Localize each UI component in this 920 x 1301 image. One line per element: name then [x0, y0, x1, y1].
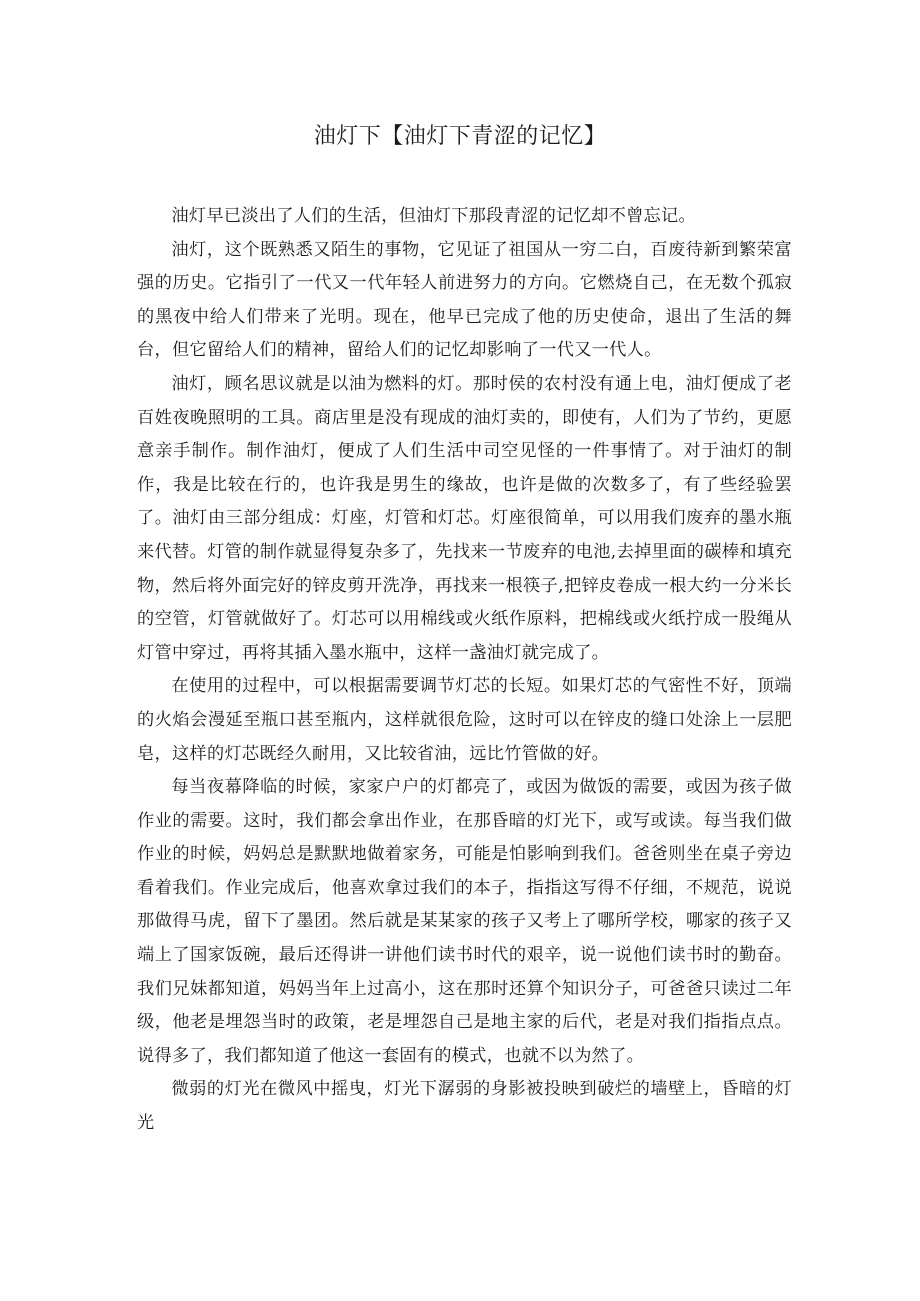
paragraph-1: 油灯早已淡出了人们的生活，但油灯下那段青涩的记忆却不曾忘记。: [171, 206, 697, 226]
page-title: 油灯下【油灯下青涩的记忆】: [313, 124, 607, 149]
paragraph-3: 油灯，顾名思议就是以油为燃料的灯。那时侯的农村没有通上电，油灯便成了老百姓夜晚照明的工具。商店里是没有现成的油灯卖的，即使有，人们为了节约，更愿意亲手制作。制作油灯，便成了人们生活中司空见怪的一件事情了。对于油灯的制作，我是比较在行的，也许我是男生的缘故，也许是做的次数多了，有了些经验罢了。油灯由三部分组成：灯座，灯管和灯芯。灯座很简单，可以用我们废弃的墨水瓶来代替。灯管的制作就显得复杂多了，先找来一节废弃的电池,去掉里面的碳棒和填充物，然后将外面完好的锌皮剪开洗净，再找来一根筷子,把锌皮卷成一根大约一分米长的空管，灯管就做好了。灯芯可以用棉线或火纸作原料，把棉线或火纸拧成一股绳从灯管中穿过，再将其插入墨水瓶中，这样一盏油灯就完成了。: [137, 373, 792, 663]
paragraph-5: 每当夜幕降临的时候，家家户户的灯都亮了，或因为做饭的需要，或因为孩子做作业的需要。这时，我们都会拿出作业，在那昏暗的灯光下，或写或读。每当我们做作业的时候，妈妈总是默默地做着家务，可能是怕影响到我们。爸爸则坐在桌子旁边看着我们。作业完成后，他喜欢拿过我们的本子，指指这写得不仔细，不规范，说说那做得马虎，留下了墨团。然后就是某某家的孩子又考上了哪所学校，哪家的孩子又端上了国家饭碗，最后还得讲一讲他们读书时代的艰辛，说一说他们读书时的勤奋。我们兄妹都知道，妈妈当年上过高小，这在那时还算个知识分子，可爸爸只读过二年级，他老是埋怨当时的政策，老是埋怨自己是地主家的后代，老是对我们指指点点。说得多了，我们都知道了他这一套固有的模式，也就不以为然了。: [137, 777, 792, 1066]
paragraph-4: 在使用的过程中，可以根据需要调节灯芯的长短。如果灯芯的气密性不好，顶端的火焰会漫延至瓶口甚至瓶内，这样就很危险，这时可以在锌皮的缝口处涂上一层肥皂，这样的灯芯既经久耐用，又比较省油，远比竹管做的好。: [137, 676, 792, 764]
paragraph-6: 微弱的灯光在微风中摇曳，灯光下潺弱的身影被投映到破烂的墙壁上，昏暗的灯光: [137, 1079, 792, 1134]
article-body: [137, 200, 792, 1141]
paragraph-2: 油灯，这个既熟悉又陌生的事物，它见证了祖国从一穷二白，百废待新到繁荣富强的历史。它指引了一代又一代年轻人前进努力的方向。它燃烧自己，在无数个孤寂的黑夜中给人们带来了光明。现在，他早已完成了他的历史使命，退出了生活的舞台，但它留给人们的精神，留给人们的记忆却影响了一代又一代人。: [137, 239, 792, 361]
